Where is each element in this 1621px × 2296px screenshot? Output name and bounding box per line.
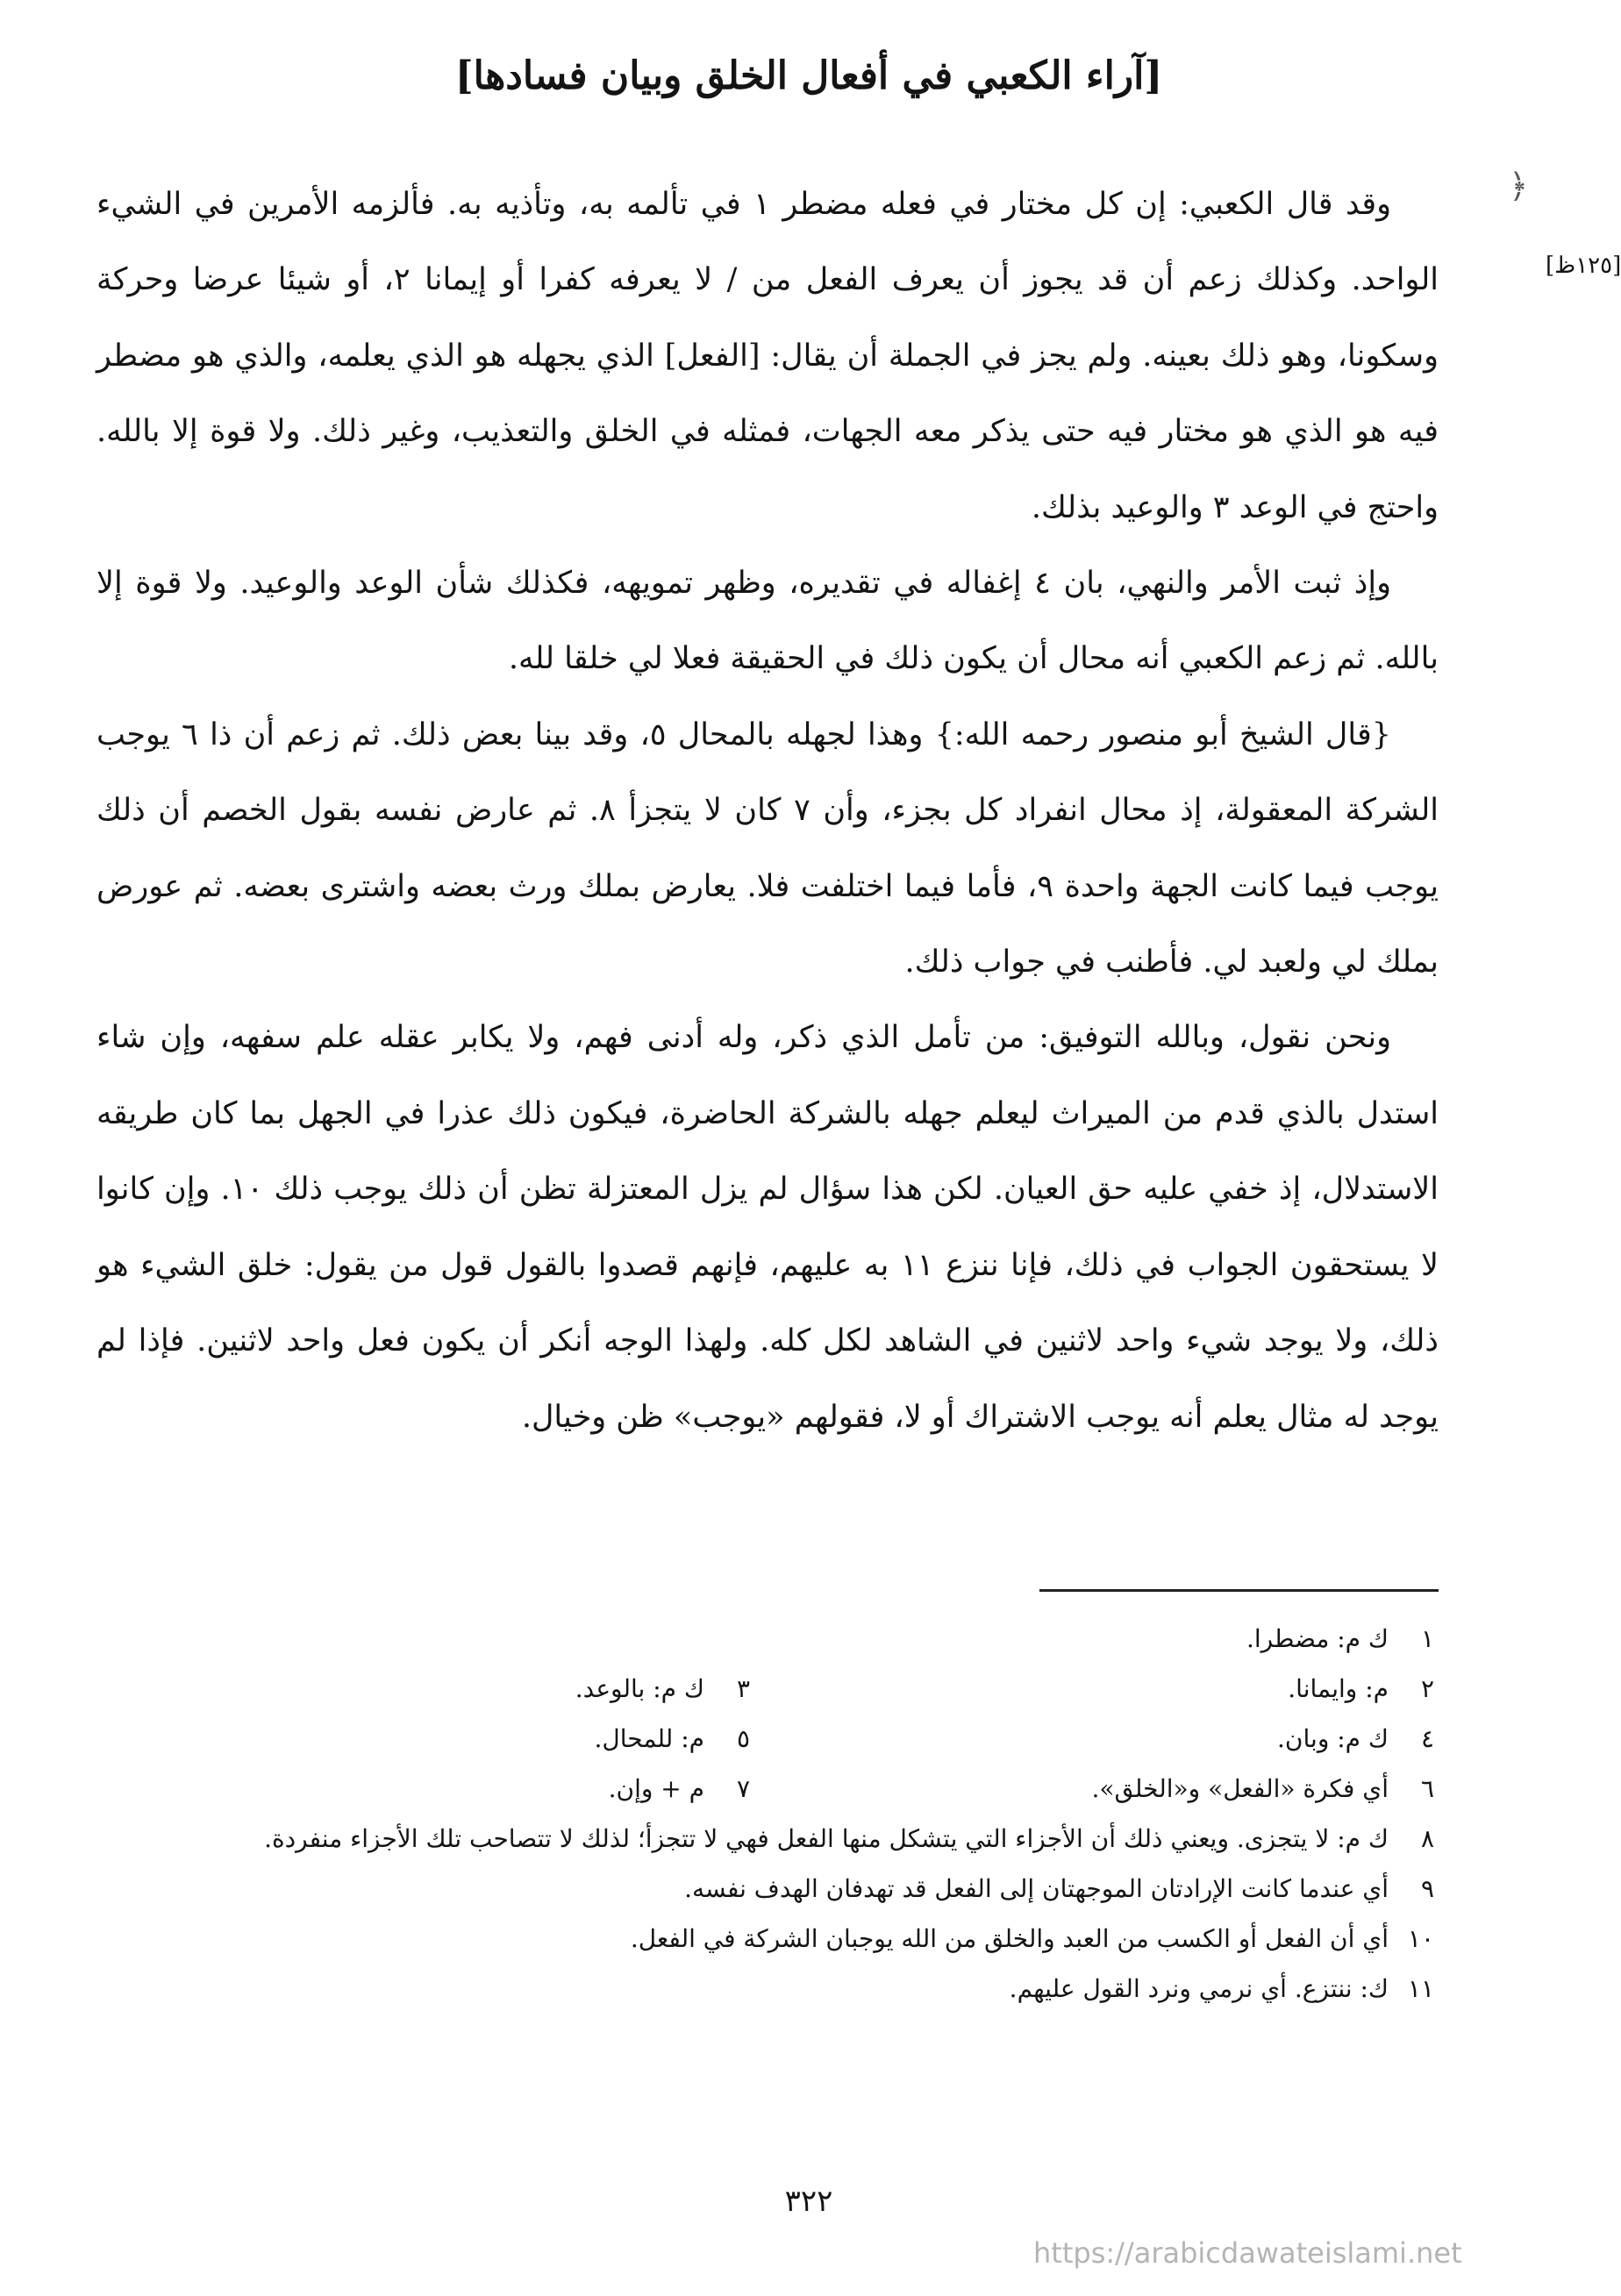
footnote bbox=[66, 1764, 750, 1814]
footnote bbox=[96, 1914, 1434, 1964]
footnote-number: ٨ bbox=[1420, 1824, 1434, 1853]
footnote bbox=[96, 1614, 1434, 1664]
footnote-text: ك م: بالوعد. bbox=[575, 1674, 704, 1703]
footnote bbox=[96, 1814, 1434, 1864]
footnote-row bbox=[96, 1664, 1434, 1714]
footnote-number: ٤ bbox=[1420, 1724, 1434, 1753]
manuscript-folio-reference: [١٢٥ظ] bbox=[1546, 253, 1621, 279]
footnote bbox=[66, 1714, 750, 1764]
footnote-number: ١٠ bbox=[1407, 1924, 1434, 1953]
footnote-text: ك م: مضطرا. bbox=[1246, 1624, 1389, 1653]
paragraph: {قال الشيخ أبو منصور رحمه الله:} وهذا لجهله بالمحال ٥، وقد بينا بعض ذلك. ثم زعم أن ذا ٦ يوجب الشركة المعقولة، إذ محال انفراد كل بجزء، وأن ٧ كان لا يتجزأ ٨. ثم عارض نفسه بقول الخصم أن ذلك يوجب فيما كانت الجهة واحدة ٩، فأما فيما اختلفت فلا. يعارض بملك ورث بعضه واشترى بعضه. ثم عورض بملك لي ولعبد لي. فأطنب في جواب ذلك. bbox=[96, 717, 1439, 980]
footnote-text: أي عندما كانت الإرادتان الموجهتان إلى الفعل قد تهدفان الهدف نفسه. bbox=[684, 1874, 1389, 1903]
page-number: ٣٢٢ bbox=[784, 2184, 833, 2219]
footnote-number: ٢ bbox=[1420, 1674, 1434, 1703]
footnote-text: ك: ننتزع. أي نرمي ونرد القول عليهم. bbox=[1009, 1974, 1389, 2003]
footnote-number: ١١ bbox=[1407, 1974, 1434, 2003]
footnote-text: أي فكرة «الفعل» و«الخلق». bbox=[1091, 1774, 1389, 1803]
footnote-text: أي أن الفعل أو الكسب من العبد والخلق من الله يوجبان الشركة في الفعل. bbox=[630, 1924, 1389, 1953]
footnote-text: ك م: وبان. bbox=[1277, 1724, 1389, 1753]
footnote-text: ك م: لا يتجزى. ويعني ذلك أن الأجزاء التي يتشكل منها الفعل فهي لا تتجزأ؛ لذلك لا تتصاحب تلك الأجزاء منفردة. bbox=[264, 1824, 1389, 1853]
section-heading: [آراء الكعبي في أفعال الخلق وبيان فسادها] bbox=[454, 53, 1163, 98]
footnote-number: ٩ bbox=[1420, 1874, 1434, 1903]
footnote-text: م: للمحال. bbox=[594, 1724, 704, 1753]
footnote-text: م: وايمانا. bbox=[1288, 1674, 1389, 1703]
footnote bbox=[96, 1864, 1434, 1914]
footnote-number: ٧ bbox=[736, 1774, 750, 1803]
watermark-url: https://arabicdawateislami.net bbox=[1033, 2236, 1462, 2270]
footnote bbox=[750, 1714, 1434, 1764]
footnote bbox=[750, 1764, 1434, 1814]
footnote-number: ١ bbox=[1420, 1624, 1434, 1653]
footnote-row bbox=[96, 1764, 1434, 1814]
paragraph: ونحن نقول، وبالله التوفيق: من تأمل الذي ذكر، وله أدنى فهم، ولا يكابر عقله علم سفهه، وإن شاء استدل بالذي قدم من الميراث ليعلم جهله بالشركة الحاضرة، فيكون ذلك عذرا في الجهل بما كان طريقه الاستدلال، إذ خفي عليه حق العيان. لكن هذا سؤال لم يزل المعتزلة تظن أن ذلك يوجب ذلك ١٠. وإن كانوا لا يستحقون الجواب في ذلك، فإنا ننزع ١١ به عليهم، فإنهم قصدوا بالقول قول من يقول: خلق الشيء هو ذلك، ولا يوجد شيء واحد لاثنين في الشاهد لكل كله. ولهذا الوجه أنكر أن يكون فعل واحد لاثنين. فإذا لم يوجد له مثال يعلم أنه يوجب الاشتراك أو لا، فقولهم «يوجب» ظن وخيال. bbox=[96, 1020, 1439, 1435]
footnote-number: ٦ bbox=[1420, 1774, 1434, 1803]
footnotes bbox=[96, 1614, 1434, 2014]
footnote-text: م + وإن. bbox=[608, 1774, 704, 1803]
footnote-number: ٥ bbox=[736, 1724, 750, 1753]
footnote bbox=[66, 1664, 750, 1714]
margin-mark: ﴿ bbox=[1509, 167, 1529, 205]
paragraph: وقد قال الكعبي: إن كل مختار في فعله مضطر ١ في تألمه به، وتأذيه به. فألزمه الأمرين في الشيء الواحد. وكذلك زعم أن قد يجوز أن يعرف الفعل من / لا يعرفه كفرا أو إيمانا ٢، أو شيئا عرضا وحركة وسكونا، وهو ذلك بعينه. ولم يجز في الجملة أن يقال: [الفعل] الذي يجهله هو الذي يعلمه، والذي هو مضطر فيه هو الذي هو مختار فيه حتى يذكر معه الجهات، فمثله في الخلق والتعذيب، وغير ذلك. ولا قوة إلا بالله. واحتج في الوعد ٣ والوعيد بذلك. bbox=[96, 187, 1439, 525]
main-text bbox=[96, 167, 1439, 1455]
footnote-divider bbox=[1039, 1589, 1439, 1592]
footnote-row bbox=[96, 1714, 1434, 1764]
paragraph: وإذ ثبت الأمر والنهي، بان ٤ إغفاله في تقديره، وظهر تمويهه، فكذلك شأن الوعد والوعيد. ولا قوة إلا بالله. ثم زعم الكعبي أنه محال أن يكون ذلك في الحقيقة فعلا لي خلقا لله. bbox=[96, 566, 1439, 677]
footnote bbox=[96, 1964, 1434, 2014]
footnote bbox=[750, 1664, 1434, 1714]
footnote-number: ٣ bbox=[736, 1674, 750, 1703]
